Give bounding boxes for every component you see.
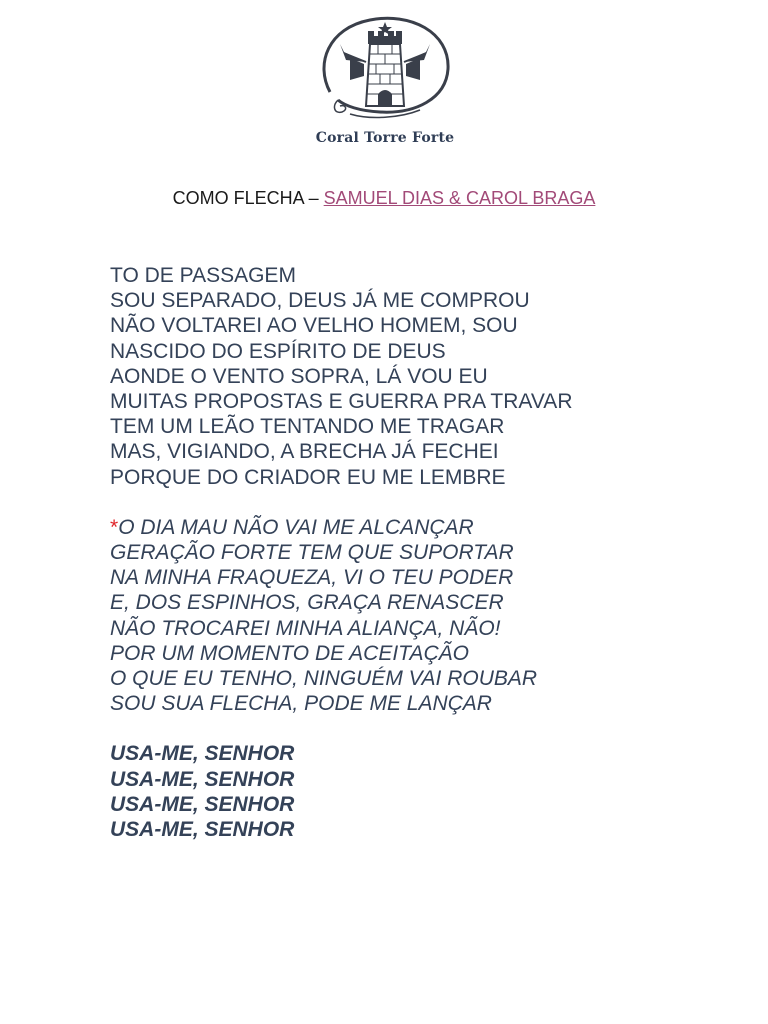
lyrics [110,263,750,842]
title-separator: – [303,188,324,208]
song-title-line [0,188,768,209]
verse-line: MUITAS PROPOSTAS E GUERRA PRA TRAVAR [110,390,573,414]
chorus-line: NÃO TROCAREI MINHA ALIANÇA, NÃO! [110,616,501,640]
logo-caption: Coral Torre Forte [315,130,455,146]
choir-logo [300,14,470,154]
verse-line: TO DE PASSAGEM [110,264,296,287]
chorus-line [110,515,750,540]
tag-line: USA-ME, SENHOR [110,792,295,816]
tag-line: USA-ME, SENHOR [110,767,295,791]
verse-line: SOU SEPARADO, DEUS JÁ ME COMPROU [110,289,530,313]
song-title: COMO FLECHA [172,188,304,208]
chorus [110,515,750,717]
verse-line: PORQUE DO CRIADOR EU ME LEMBRE [110,465,506,489]
tag [110,741,750,842]
artist-link[interactable]: SAMUEL DIAS & CAROL BRAGA [323,188,596,208]
tag-line: USA-ME, SENHOR [110,818,295,842]
chorus-line: GERAÇÃO FORTE TEM QUE SUPORTAR [110,541,514,565]
verse-line: MAS, VIGIANDO, A BRECHA JÁ FECHEI [110,440,499,464]
chorus-line-text: O DIA MAU NÃO VAI ME ALCANÇAR [118,515,474,539]
verse [110,263,750,490]
verse-line: NÃO VOLTAREI AO VELHO HOMEM, SOU [110,314,518,338]
tower-with-trumpets-icon [310,14,460,129]
chorus-line: NA MINHA FRAQUEZA, VI O TEU PODER [110,566,514,590]
verse-line: NASCIDO DO ESPÍRITO DE DEUS [110,339,446,363]
chorus-line: O QUE EU TENHO, NINGUÉM VAI ROUBAR [110,667,538,691]
chorus-line: POR UM MOMENTO DE ACEITAÇÃO [110,641,469,665]
verse-line: AONDE O VENTO SOPRA, LÁ VOU EU [110,364,488,388]
tag-line: USA-ME, SENHOR [110,742,295,766]
chorus-line: E, DOS ESPINHOS, GRAÇA RENASCER [110,591,504,615]
verse-line: TEM UM LEÃO TENTANDO ME TRAGAR [110,415,505,439]
chorus-line: SOU SUA FLECHA, PODE ME LANÇAR [110,692,492,716]
chorus-marker: * [110,515,119,539]
